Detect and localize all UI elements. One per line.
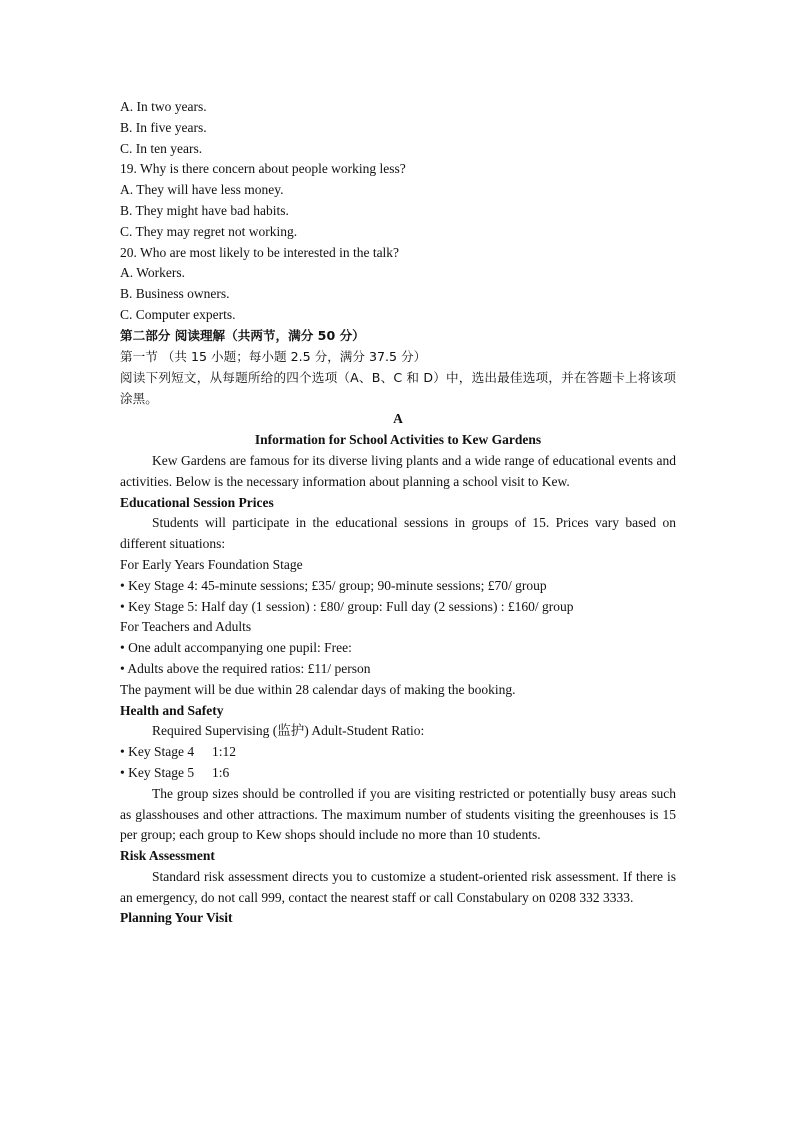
ratio-stage-label: • Key Stage 4 bbox=[120, 744, 195, 760]
prices-key-stage-4: • Key Stage 4: 45-minute sessions; £35/ group; 90-minute sessions; £70/ group bbox=[120, 577, 547, 593]
q18-option-c: C. In ten years. bbox=[120, 140, 203, 156]
ratio-value: 1:6 bbox=[212, 764, 230, 780]
prices-early-years: For Early Years Foundation Stage bbox=[120, 556, 303, 572]
prices-key-stage-5: • Key Stage 5: Half day (1 session) : £80/ group: Full day (2 sessions) : £160/ group bbox=[120, 598, 574, 614]
passage-title: Information for School Activities to Kew Gardens bbox=[254, 432, 542, 448]
safety-ratio-label: Required Supervising (监护) Adult-Student Ratio: bbox=[152, 723, 425, 739]
safety-ratio-row bbox=[120, 742, 676, 763]
prices-intro: Students will participate in the educational sessions in groups of 15. Prices vary based on different situations: bbox=[120, 515, 676, 552]
prices-teachers-heading: For Teachers and Adults bbox=[120, 619, 252, 635]
reading-section-title: 第一节 （共 15 小题；每小题 2.5 分，满分 37.5 分） bbox=[120, 348, 427, 364]
prices-heading: Educational Session Prices bbox=[120, 494, 274, 510]
risk-body: Standard risk assessment directs you to customize a student-oriented risk assessment. If there is an emergency, do not call 999, contact the nearest staff or call Constabulary on 0208 332 3333. bbox=[120, 868, 676, 905]
reading-instructions: 阅读下列短文，从每题所给的四个选项（A、B、C 和 D）中，选出最佳选项，并在答题卡上将该项涂黑。 bbox=[120, 370, 676, 407]
ratio-stage-label: • Key Stage 5 bbox=[120, 764, 195, 780]
reading-part-title: 第二部分 阅读理解（共两节，满分 50 分） bbox=[120, 327, 365, 343]
q20-option-c: C. Computer experts. bbox=[120, 306, 236, 322]
safety-ratio-row bbox=[120, 763, 676, 784]
q20-question: 20. Who are most likely to be interested in the talk? bbox=[120, 244, 400, 260]
q18-option-b: B. In five years. bbox=[120, 119, 207, 135]
q20-option-b: B. Business owners. bbox=[120, 286, 230, 302]
exam-page bbox=[120, 97, 676, 929]
passage-letter: A bbox=[393, 411, 403, 427]
safety-heading: Health and Safety bbox=[120, 702, 224, 718]
prices-adult-extra: • Adults above the required ratios: £11/ person bbox=[120, 660, 371, 676]
q19-option-b: B. They might have bad habits. bbox=[120, 202, 289, 218]
ratio-value: 1:12 bbox=[212, 744, 237, 760]
payment-note: The payment will be due within 28 calendar days of making the booking. bbox=[120, 681, 516, 697]
q19-question: 19. Why is there concern about people working less? bbox=[120, 161, 406, 177]
q19-option-c: C. They may regret not working. bbox=[120, 223, 298, 239]
planning-heading: Planning Your Visit bbox=[120, 910, 233, 926]
risk-heading: Risk Assessment bbox=[120, 848, 215, 864]
passage-intro: Kew Gardens are famous for its diverse living plants and a wide range of educational events and activities. Below is the necessary information about planning a school visit to Kew. bbox=[120, 452, 676, 489]
q20-option-a: A. Workers. bbox=[120, 265, 186, 281]
q19-option-a: A. They will have less money. bbox=[120, 182, 284, 198]
q18-option-a: A. In two years. bbox=[120, 99, 207, 114]
safety-body: The group sizes should be controlled if you are visiting restricted or potentially busy areas such as glasshouses and other attractions. The maximum number of students visiting the greenhouses is 15 per group; each group to Kew shops should include no more than 10 students. bbox=[120, 785, 676, 843]
prices-adult-free: • One adult accompanying one pupil: Free: bbox=[120, 640, 352, 656]
